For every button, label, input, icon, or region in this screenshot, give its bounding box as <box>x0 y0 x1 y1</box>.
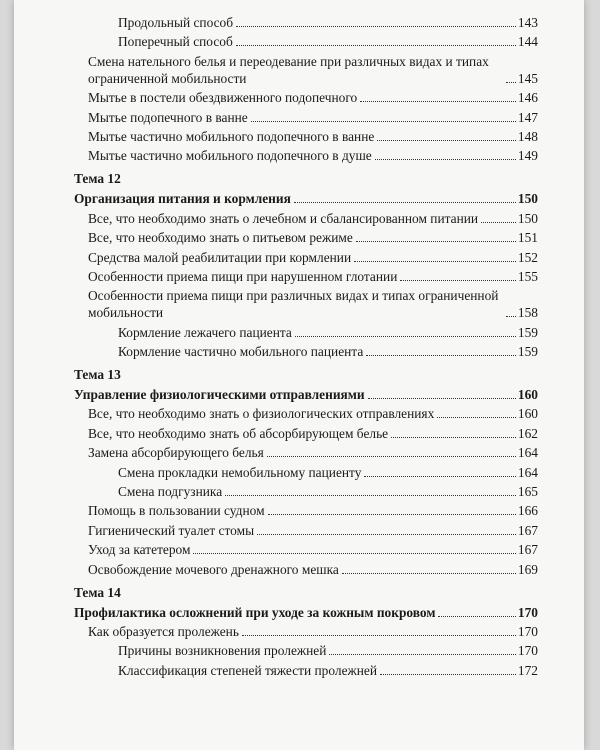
toc-entry-page-number: 164 <box>517 445 538 461</box>
toc-entry[interactable] <box>74 343 538 360</box>
toc-entry[interactable] <box>74 128 538 145</box>
toc-entry[interactable] <box>74 425 538 442</box>
dot-leader <box>329 654 515 655</box>
dot-leader <box>438 616 515 617</box>
toc-entry[interactable] <box>74 604 538 621</box>
dot-leader <box>268 514 516 515</box>
toc-entry-page-number: 151 <box>517 230 538 246</box>
dot-leader <box>267 456 516 457</box>
toc-entry-title: Причины возникновения пролежней <box>118 643 327 659</box>
toc-entry[interactable] <box>74 623 538 640</box>
dot-leader <box>242 635 516 636</box>
toc-entry-title: Смена подгузника <box>118 484 223 500</box>
dot-leader <box>193 553 515 554</box>
toc-entry-page-number: 152 <box>517 249 538 265</box>
toc-entry-page-number: 164 <box>517 464 538 480</box>
dot-leader <box>360 101 516 102</box>
toc-entry-page-number: 170 <box>517 604 538 620</box>
dot-leader <box>375 159 516 160</box>
table-of-contents <box>74 14 538 681</box>
toc-entry-page-number: 170 <box>517 643 538 659</box>
toc-entry-title: Поперечный способ <box>118 34 233 50</box>
dot-leader <box>356 241 516 242</box>
toc-entry-title: Замена абсорбирующего белья <box>88 445 264 461</box>
toc-entry[interactable] <box>74 53 538 87</box>
toc-entry[interactable] <box>74 89 538 106</box>
toc-entry[interactable] <box>74 210 538 227</box>
dot-leader <box>380 674 516 675</box>
toc-entry-page-number: 167 <box>517 522 538 538</box>
toc-entry[interactable] <box>74 190 538 207</box>
toc-entry-page-number: 145 <box>517 70 538 86</box>
toc-entry-title: Смена нательного белья и переодевание при различных видах и типах ограниченной мобильности <box>88 53 489 86</box>
toc-entry-title: Управление физиологическими отправлениями <box>74 387 365 403</box>
toc-entry-page-number: 165 <box>517 484 538 500</box>
toc-entry[interactable] <box>74 33 538 50</box>
toc-entry[interactable] <box>74 405 538 422</box>
dot-leader <box>377 140 516 141</box>
book-page <box>14 0 584 750</box>
toc-entry-title: Мытье частично мобильного подопечного в ванне <box>88 128 375 144</box>
dot-leader <box>225 495 516 496</box>
toc-entry-title: Смена прокладки немобильному пациенту <box>118 464 362 480</box>
toc-entry-title: Особенности приема пищи при нарушенном глотании <box>88 268 398 284</box>
toc-entry-page-number: 148 <box>517 128 538 144</box>
toc-entry-page-number: 166 <box>517 503 538 519</box>
toc-entry[interactable] <box>74 287 538 321</box>
dot-leader <box>368 398 516 399</box>
toc-entry[interactable] <box>74 483 538 500</box>
toc-entry-page-number: 160 <box>517 387 538 403</box>
toc-entry-title: Средства малой реабилитации при кормлении <box>88 249 352 265</box>
topic-heading: Тема 14 <box>74 584 121 600</box>
toc-entry-title: Кормление лежачего пациента <box>118 324 292 340</box>
toc-entry-page-number: 170 <box>517 623 538 639</box>
toc-entry[interactable] <box>74 522 538 539</box>
toc-entry[interactable] <box>74 249 538 266</box>
dot-leader <box>257 534 516 535</box>
toc-entry-title: Все, что необходимо знать о физиологических отправлениях <box>88 406 435 422</box>
dot-leader <box>506 82 516 83</box>
toc-entry-title: Помощь в пользовании судном <box>88 503 265 519</box>
toc-entry-page-number: 150 <box>517 191 538 207</box>
dot-leader <box>364 476 515 477</box>
toc-entry-title: Кормление частично мобильного пациента <box>118 344 364 360</box>
toc-entry-title: Мытье подопечного в ванне <box>88 109 248 125</box>
toc-entry-page-number: 158 <box>517 305 538 321</box>
dot-leader <box>366 355 516 356</box>
toc-entry-page-number: 150 <box>517 210 538 226</box>
toc-entry-title: Все, что необходимо знать о питьевом режиме <box>88 230 353 246</box>
dot-leader <box>342 573 516 574</box>
toc-entry[interactable] <box>74 109 538 126</box>
toc-entry-title: Мытье в постели обездвиженного подопечного <box>88 90 358 106</box>
toc-entry-title: Все, что необходимо знать о лечебном и сбалансированном питании <box>88 210 479 226</box>
toc-entry-title: Как образуется пролежень <box>88 623 239 639</box>
toc-entry-page-number: 143 <box>517 15 538 30</box>
dot-leader <box>400 280 516 281</box>
toc-entry-title: Продольный способ <box>118 15 234 30</box>
toc-entry-title: Организация питания и кормления <box>74 191 291 207</box>
toc-entry[interactable] <box>74 147 538 164</box>
dot-leader <box>481 222 516 223</box>
toc-entry[interactable] <box>74 464 538 481</box>
toc-entry[interactable] <box>74 662 538 679</box>
toc-entry[interactable] <box>74 14 538 31</box>
toc-entry-title: Классификация степеней тяжести пролежней <box>118 662 378 678</box>
toc-entry-page-number: 144 <box>517 34 538 50</box>
toc-entry-title: Гигиенический туалет стомы <box>88 522 255 538</box>
toc-entry-page-number: 162 <box>517 425 538 441</box>
toc-entry[interactable] <box>74 444 538 461</box>
toc-entry[interactable] <box>74 561 538 578</box>
toc-entry-page-number: 149 <box>517 148 538 164</box>
toc-entry-page-number: 147 <box>517 109 538 125</box>
dot-leader <box>295 336 516 337</box>
toc-entry[interactable] <box>74 268 538 285</box>
toc-entry[interactable] <box>74 386 538 403</box>
toc-entry-page-number: 155 <box>517 268 538 284</box>
toc-entry-page-number: 160 <box>517 406 538 422</box>
toc-entry[interactable] <box>74 229 538 246</box>
toc-entry-title: Освобождение мочевого дренажного мешка <box>88 561 339 577</box>
toc-entry-title: Все, что необходимо знать об абсорбирующем белье <box>88 425 389 441</box>
dot-leader <box>251 121 516 122</box>
toc-entry[interactable] <box>74 502 538 519</box>
toc-entry-title: Особенности приема пищи при различных видах и типах ограниченной мобильности <box>88 288 499 321</box>
topic-heading: Тема 12 <box>74 171 121 187</box>
toc-entry-page-number: 159 <box>517 344 538 360</box>
toc-entry-page-number: 146 <box>517 90 538 106</box>
dot-leader <box>236 26 516 27</box>
topic-heading: Тема 13 <box>74 367 121 383</box>
toc-entry-title: Мытье частично мобильного подопечного в душе <box>88 148 372 164</box>
toc-entry[interactable] <box>74 541 538 558</box>
toc-entry-page-number: 159 <box>517 324 538 340</box>
toc-entry-page-number: 169 <box>517 561 538 577</box>
dot-leader <box>437 417 516 418</box>
toc-entry[interactable] <box>74 642 538 659</box>
dot-leader <box>391 437 516 438</box>
dot-leader <box>294 202 516 203</box>
toc-entry-page-number: 172 <box>517 662 538 678</box>
toc-entry-title: Профилактика осложнений при уходе за кожным покровом <box>74 604 436 620</box>
dot-leader <box>354 261 516 262</box>
toc-entry[interactable] <box>74 324 538 341</box>
toc-entry-page-number: 167 <box>517 542 538 558</box>
dot-leader <box>236 45 516 46</box>
toc-entry-title: Уход за катетером <box>88 542 191 558</box>
dot-leader <box>506 316 516 317</box>
